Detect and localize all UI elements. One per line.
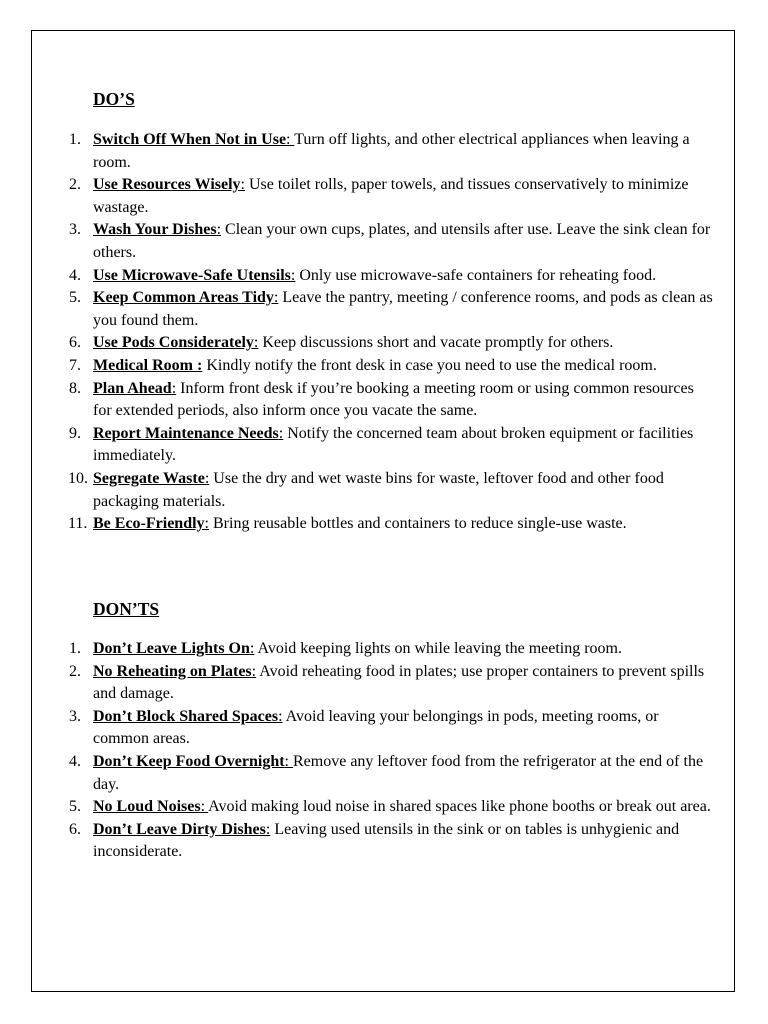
item-text: Keep discussions short and vacate promptly for others. xyxy=(258,334,614,352)
item-number: 9. xyxy=(69,424,81,442)
item-title: Don’t Keep Food Overnight xyxy=(93,752,285,770)
item-separator: : xyxy=(200,798,209,816)
item-title: Use Microwave-Safe Utensils xyxy=(93,266,291,284)
item-number: 4. xyxy=(69,266,81,284)
item-number: 6. xyxy=(69,820,81,838)
item-title: Medical Room : xyxy=(93,356,203,374)
item-text: Leaving used utensils in the sink or on tables is unhygienic and inconsiderate. xyxy=(93,820,680,861)
item-text: Avoid reheating food in plates; use proper containers to prevent spills and damage. xyxy=(93,662,705,703)
item-text: Only use microwave-safe containers for reheating food. xyxy=(295,266,657,284)
donts-item xyxy=(0,706,768,751)
item-number: 11. xyxy=(68,515,88,533)
item-separator: : xyxy=(171,379,177,397)
item-title: Wash Your Dishes xyxy=(93,221,217,239)
item-text: Turn off lights, and other electrical appliances when leaving a room. xyxy=(93,131,690,171)
item-separator: : xyxy=(278,424,284,442)
item-number: 6. xyxy=(69,334,81,352)
item-separator: : xyxy=(251,662,257,680)
item-title: Don’t Leave Dirty Dishes xyxy=(93,820,266,838)
dos-item xyxy=(0,287,768,332)
dos-heading: DO’S xyxy=(93,89,135,109)
item-text: Kindly notify the front desk in case you need to use the medical room. xyxy=(202,356,657,374)
item-separator: : xyxy=(216,221,222,239)
item-title: Use Resources Wisely xyxy=(93,176,241,194)
item-text: Inform front desk if you’re booking a meeting room or using common resources for extended periods, also inform once you vacate the same. xyxy=(93,379,694,420)
donts-item xyxy=(0,751,768,796)
item-separator: : xyxy=(278,707,283,725)
item-title: Switch Off When Not in Use xyxy=(93,131,287,148)
item-separator: : xyxy=(284,752,293,770)
item-separator: : xyxy=(290,266,296,284)
item-title: Plan Ahead xyxy=(93,379,172,397)
item-text: Avoid leaving your belongings in pods, meeting rooms, or common areas. xyxy=(93,707,659,748)
item-separator: : xyxy=(286,131,295,148)
item-number: 4. xyxy=(69,752,81,770)
item-number: 2. xyxy=(69,662,81,680)
item-number: 2. xyxy=(69,176,81,194)
item-text: Bring reusable bottles and containers to reduce single-use waste. xyxy=(209,515,627,533)
item-title: Report Maintenance Needs xyxy=(93,424,279,442)
item-separator: : xyxy=(249,640,255,657)
item-separator: : xyxy=(253,334,259,352)
item-number: 3. xyxy=(69,707,81,725)
item-title: Don’t Leave Lights On xyxy=(93,640,250,657)
item-number: 1. xyxy=(69,131,81,148)
item-separator: : xyxy=(204,515,209,533)
item-text: Clean your own cups, plates, and utensils after use. Leave the sink clean for others. xyxy=(93,221,711,261)
item-number: 1. xyxy=(69,640,81,657)
item-number: 5. xyxy=(69,289,81,307)
item-text: Remove any leftover food from the refrigerator at the end of the day. xyxy=(93,752,704,793)
item-title: Don’t Block Shared Spaces xyxy=(93,707,279,725)
dos-item xyxy=(0,129,768,174)
dos-item xyxy=(0,219,768,264)
item-number: 3. xyxy=(69,221,81,239)
item-title: No Loud Noises xyxy=(93,798,201,816)
item-number: 7. xyxy=(69,356,81,374)
donts-item xyxy=(0,796,768,819)
item-title: Keep Common Areas Tidy xyxy=(93,289,274,307)
donts-item xyxy=(0,638,768,661)
dos-item xyxy=(0,332,768,355)
item-text: Avoid making loud noise in shared spaces like phone booths or break out area. xyxy=(208,798,711,816)
item-title: Segregate Waste xyxy=(93,469,205,487)
dos-item xyxy=(0,378,768,423)
dos-item xyxy=(0,513,768,536)
dos-item xyxy=(0,265,768,288)
item-title: Use Pods Considerately xyxy=(93,334,254,352)
item-number: 5. xyxy=(69,798,81,816)
item-separator: : xyxy=(273,289,279,307)
dos-item xyxy=(0,355,768,378)
dos-list xyxy=(0,129,768,536)
dos-item xyxy=(0,174,768,219)
item-number: 8. xyxy=(69,379,81,397)
item-separator: : xyxy=(240,176,245,194)
item-text: Notify the concerned team about broken equipment or facilities immediately. xyxy=(93,424,694,465)
item-title: Be Eco-Friendly xyxy=(93,515,205,533)
dos-item xyxy=(0,423,768,468)
donts-list xyxy=(0,638,768,864)
donts-item xyxy=(0,819,768,864)
item-text: Use toilet rolls, paper towels, and tissues conservatively to minimize wastage. xyxy=(93,176,689,216)
dos-item xyxy=(0,468,768,513)
item-text: Avoid keeping lights on while leaving the meeting room. xyxy=(254,640,622,657)
item-separator: : xyxy=(204,469,210,487)
item-number: 10. xyxy=(68,469,88,487)
item-text: Use the dry and wet waste bins for waste, leftover food and other food packaging materials. xyxy=(93,469,664,510)
item-title: No Reheating on Plates xyxy=(93,662,252,680)
item-separator: : xyxy=(265,820,271,838)
donts-heading: DON’TS xyxy=(93,599,160,619)
donts-item xyxy=(0,661,768,706)
item-text: Leave the pantry, meeting / conference rooms, and pods as clean as you found them. xyxy=(93,289,713,329)
